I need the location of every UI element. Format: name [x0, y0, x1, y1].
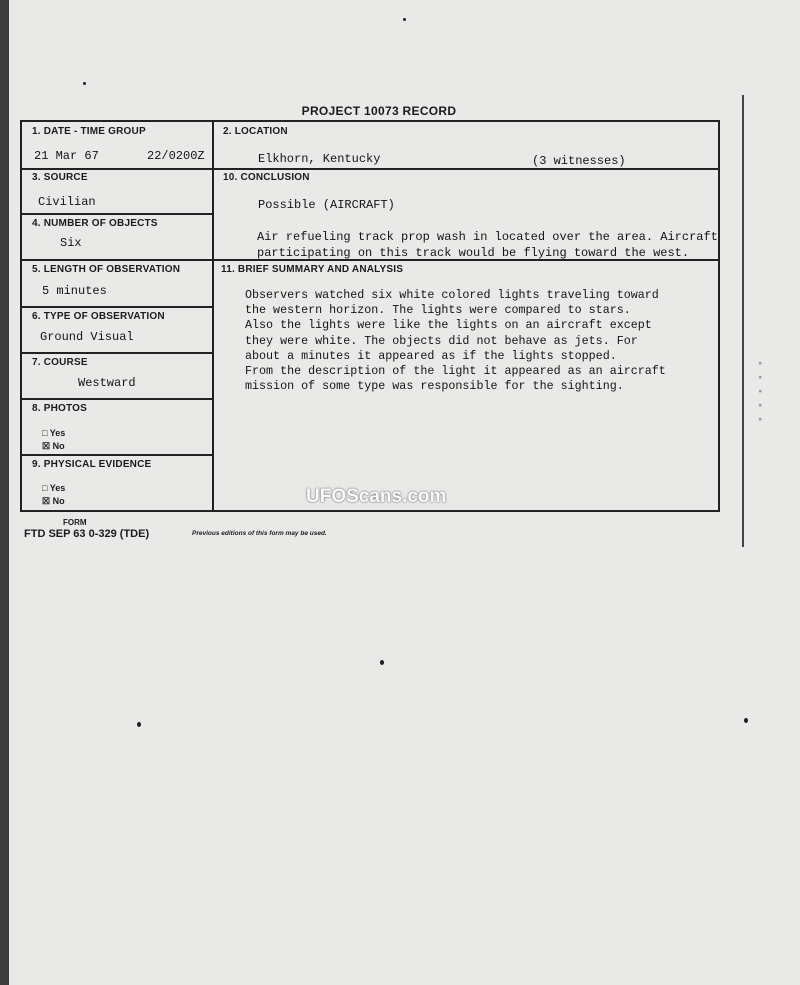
time-value: 22/0200Z: [147, 149, 205, 163]
length-label: 5. LENGTH OF OBSERVATION: [32, 264, 181, 275]
conclusion-value: Possible (AIRCRAFT): [258, 198, 395, 212]
scan-left-edge: [0, 0, 9, 985]
type-of-observation-value: Ground Visual: [40, 330, 134, 344]
source-value: Civilian: [38, 195, 96, 209]
checked-box-icon: ☒: [42, 496, 51, 506]
scan-speck: [744, 718, 748, 723]
evidence-no-label: No: [52, 496, 65, 506]
scan-speck: [83, 82, 86, 85]
scan-speck: [380, 660, 384, 665]
physical-evidence-label: 9. PHYSICAL EVIDENCE: [32, 459, 152, 470]
row-divider: [22, 168, 718, 170]
footer-note: Previous editions of this form may be used.: [192, 530, 327, 537]
length-value: 5 minutes: [42, 284, 107, 298]
row-divider: [22, 352, 212, 354]
date-value: 21 Mar 67: [34, 149, 99, 163]
type-of-observation-label: 6. TYPE OF OBSERVATION: [32, 311, 165, 322]
course-label: 7. COURSE: [32, 357, 88, 368]
photos-no-option: [42, 441, 65, 452]
column-divider: [212, 122, 214, 510]
scan-speck: [137, 722, 141, 727]
unchecked-box-icon: □: [42, 428, 48, 438]
photos-yes-label: Yes: [49, 428, 66, 438]
summary-label: 11. BRIEF SUMMARY AND ANALYSIS: [221, 264, 404, 275]
source-label: 3. SOURCE: [32, 172, 88, 183]
evidence-no-option: [42, 496, 65, 507]
watermark: UFOScans.com: [306, 486, 447, 507]
summary-text: Observers watched six white colored lights traveling toward the western horizon. The lights were compared to stars. Also the lights were like the lights on an aircraft except they were white. The objects did not behave as jets. For about a minutes it appeared as if the lights stopped. From the description of the light it appeared as an aircraft mission of some type was responsible for the sighting.: [245, 288, 666, 394]
photos-yes-option: [42, 428, 65, 438]
photos-no-label: No: [52, 441, 65, 451]
conclusion-label: 10. CONCLUSION: [223, 172, 310, 183]
location-label: 2. LOCATION: [223, 126, 288, 137]
conclusion-note: Air refueling track prop wash in located over the area. Aircraft participating on this track would be flying toward the west.: [257, 230, 718, 260]
row-divider: [22, 213, 212, 215]
number-of-objects-label: 4. NUMBER OF OBJECTS: [32, 218, 158, 229]
row-divider: [22, 398, 212, 400]
evidence-yes-option: [42, 483, 65, 493]
record-form: [20, 120, 720, 512]
evidence-yes-label: Yes: [49, 483, 66, 493]
location-value: Elkhorn, Kentucky: [258, 152, 381, 166]
row-divider: [22, 306, 212, 308]
unchecked-box-icon: □: [42, 483, 48, 493]
footer-form-word: FORM: [63, 518, 87, 527]
checked-box-icon: ☒: [42, 441, 51, 451]
course-value: Westward: [78, 376, 136, 390]
scan-speck: [403, 18, 406, 21]
faint-margin-stamp: ▪ ▪ ▪ ▪ ▪: [753, 360, 764, 424]
photos-label: 8. PHOTOS: [32, 403, 87, 414]
date-time-label: 1. DATE - TIME GROUP: [32, 126, 146, 137]
row-divider: [22, 454, 212, 456]
scan-binding-line: [742, 95, 744, 547]
form-title: PROJECT 10073 RECORD: [301, 104, 457, 118]
number-of-objects-value: Six: [60, 236, 82, 250]
footer-form-id: FTD SEP 63 0-329 (TDE): [24, 528, 150, 540]
witnesses-value: (3 witnesses): [532, 154, 626, 168]
